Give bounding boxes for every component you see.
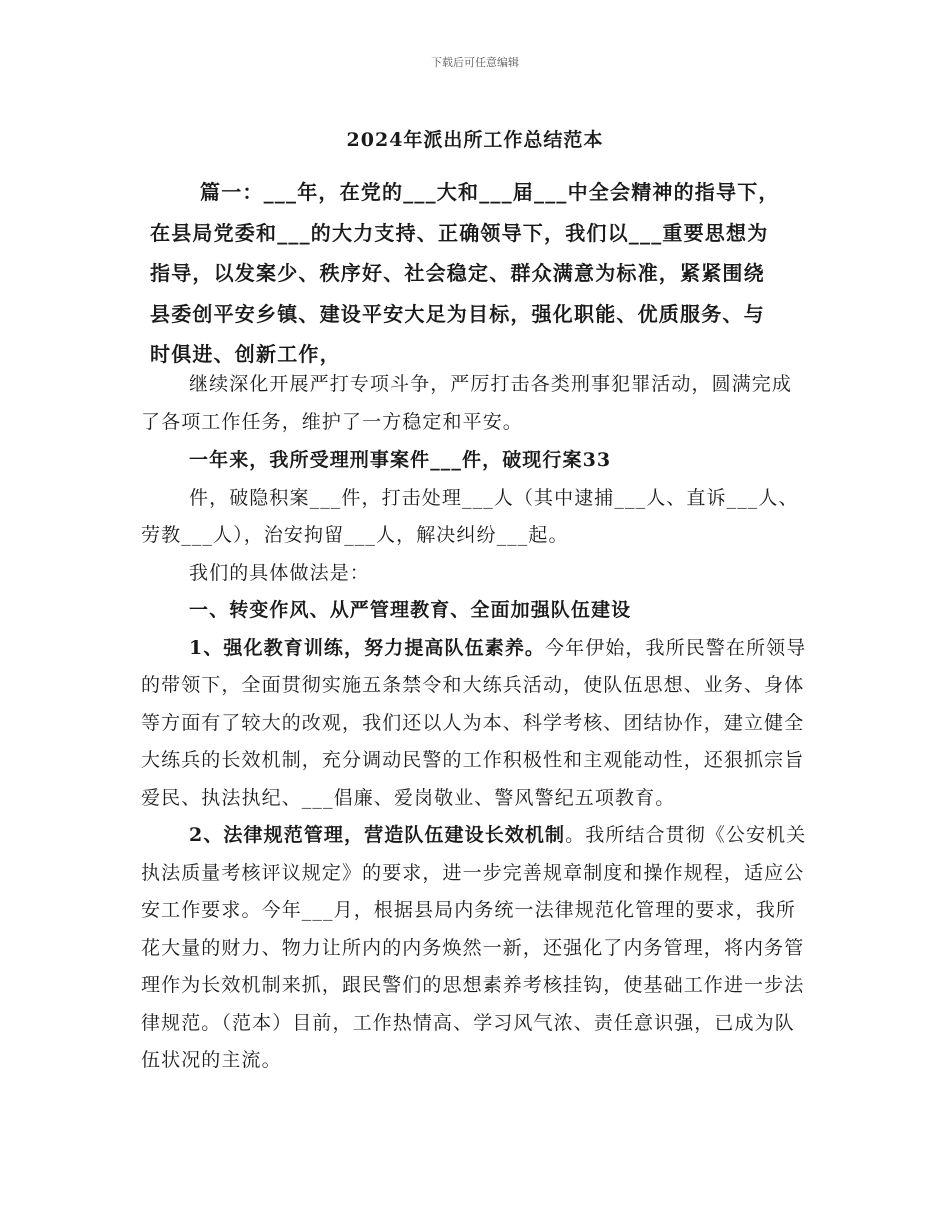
intro-line-2: 在县局党委和___的大力支持、正确领导下，我们以___重要思想为 (150, 220, 769, 245)
paragraph-legal-management (141, 817, 811, 1080)
paragraph-education-training-text: 今年伊始，我所民警在所领导的带领下，全面贯彻实施五条禁令和大练兵活动，使队伍思想、业务、身体等方面有了较大的改观，我们还以人为本、科学考核、团结协作，建立健全大练兵的长效机制，充分调动民警的工作积极性和主观能动性，还狠抓宗旨爱民、执法执纪、___倡廉、爱岗敬业、警风警纪五项教育。 (141, 636, 807, 809)
intro-line-5: 时俱进、创新工作， (150, 342, 341, 366)
paragraph-legal-management-text: 。我所结合贯彻《公安机关执法质量考核评议规定》的要求，进一步完善规章制度和操作规程，适应公安工作要求。今年___月，根据县局内务统一法律规范化管理的要求，我所花大量的财力、物力让所内的内务焕然一新，还强化了内务管理，将内务管理作为长效机制来抓，跟民警们的思想素养考核挂钩，使基础工作进一步法律规范。（范本）目前，工作热情高、学习风气浓、责任意识强，已成为队伍状况的主流。 (141, 824, 807, 1071)
intro-line-3: 指导，以发案少、秩序好、社会稳定、群众满意为标准，紧紧围绕 (150, 261, 765, 285)
document-title: 2024年派出所工作总结范本 (346, 129, 604, 151)
body-section (141, 366, 811, 1080)
intro-line-4: 县委创平安乡镇、建设平安大足为目标，强化职能、优质服务、与 (150, 301, 765, 326)
header-note: 下载后可任意编辑 (431, 56, 519, 69)
paragraph-education-training (141, 630, 811, 818)
paragraph-continue-strike: 继续深化开展严打专项斗争，严厉打击各类刑事犯罪活动，圆满完成了各项工作任务，维护了一方稳定和平安。 (141, 373, 793, 433)
section-heading-1: 一、转变作风、从严管理教育、全面加强队伍建设 (189, 599, 632, 621)
paragraph-methods-intro: 我们的具体做法是： (189, 561, 370, 584)
intro-paragraph (150, 172, 810, 375)
intro-line-1: 篇一：___年，在党的___大和___届___中全会精神的指导下， (200, 180, 780, 204)
subheading-1: 1、强化教育训练，努力提高队伍素养。 (189, 636, 546, 659)
paragraph-case-stats-lead: 一年来，我所受理刑事案件___件，破现行案33 (189, 449, 612, 471)
subheading-2: 2、法律规范管理，营造队伍建设长效机制 (189, 824, 566, 846)
paragraph-case-stats: 件，破隐积案___件，打击处理___人（其中逮捕___人、直诉___人、劳教___人），治安拘留___人，解决纠纷___起。 (141, 486, 799, 546)
